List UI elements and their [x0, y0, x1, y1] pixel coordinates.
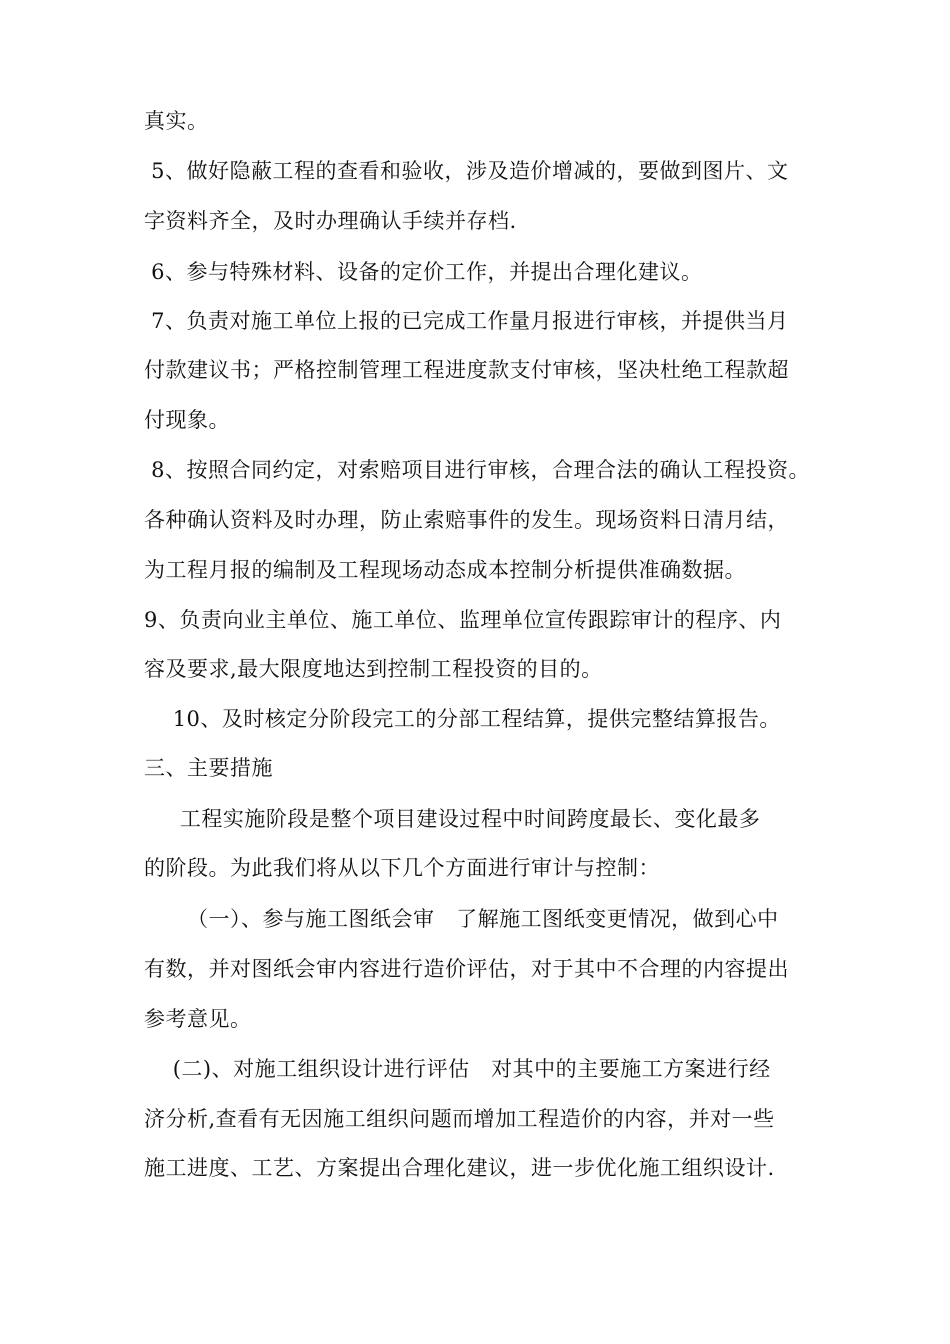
text-line-22: 施工进度、工艺、方案提出合理化建议，进一步优化施工组织设计.	[144, 1156, 775, 1180]
text-line-9: 各种确认资料及时办理，防止索赔事件的发生。现场资料日清月结，	[144, 508, 789, 532]
text-line-3: 字资料齐全，及时办理确认手续并存档.	[144, 209, 517, 233]
text-line-16: 的阶段。为此我们将从以下几个方面进行审计与控制：	[144, 856, 660, 880]
text-line-4: 6、参与特殊材料、设备的定价工作，并提出合理化建议。	[144, 260, 703, 284]
text-line-18: 有数，并对图纸会审内容进行造价评估，对于其中不合理的内容提出	[144, 957, 789, 981]
text-line-5: 7、负责对施工单位上报的已完成工作量月报进行审核，并提供当月	[144, 309, 789, 333]
text-line-1: 真实。	[144, 109, 209, 133]
text-line-20: (二)、对施工组织设计进行评估 对其中的主要施工方案进行经	[144, 1057, 771, 1081]
text-line-12: 容及要求,最大限度地达到控制工程投资的目的。	[144, 657, 603, 681]
text-line-15: 工程实施阶段是整个项目建设过程中时间跨度最长、变化最多	[144, 807, 761, 831]
section-heading: 三、主要措施	[144, 756, 273, 780]
text-line-10: 为工程月报的编制及工程现场动态成本控制分析提供准确数据。	[144, 558, 746, 582]
text-line-6: 付款建议书；严格控制管理工程进度款支付审核，坚决杜绝工程款超	[144, 358, 789, 382]
text-line-8: 8、按照合同约定，对索赔项目进行审核，合理合法的确认工程投资。	[144, 458, 811, 482]
text-line-21: 济分析,查看有无因施工组织问题而增加工程造价的内容，并对一些	[144, 1107, 775, 1131]
text-line-13: 10、及时核定分阶段完工的分部工程结算，提供完整结算报告。	[144, 707, 781, 731]
text-line-2: 5、做好隐蔽工程的查看和验收，涉及造价增减的，要做到图片、文	[144, 159, 789, 183]
text-line-19: 参考意见。	[144, 1007, 252, 1031]
text-line-11: 9、负责向业主单位、施工单位、监理单位宣传跟踪审计的程序、内	[144, 608, 782, 632]
text-line-17: （一）、参与施工图纸会审 了解施工图纸变更情况，做到心中	[144, 907, 779, 931]
text-line-7: 付现象。	[144, 408, 230, 432]
